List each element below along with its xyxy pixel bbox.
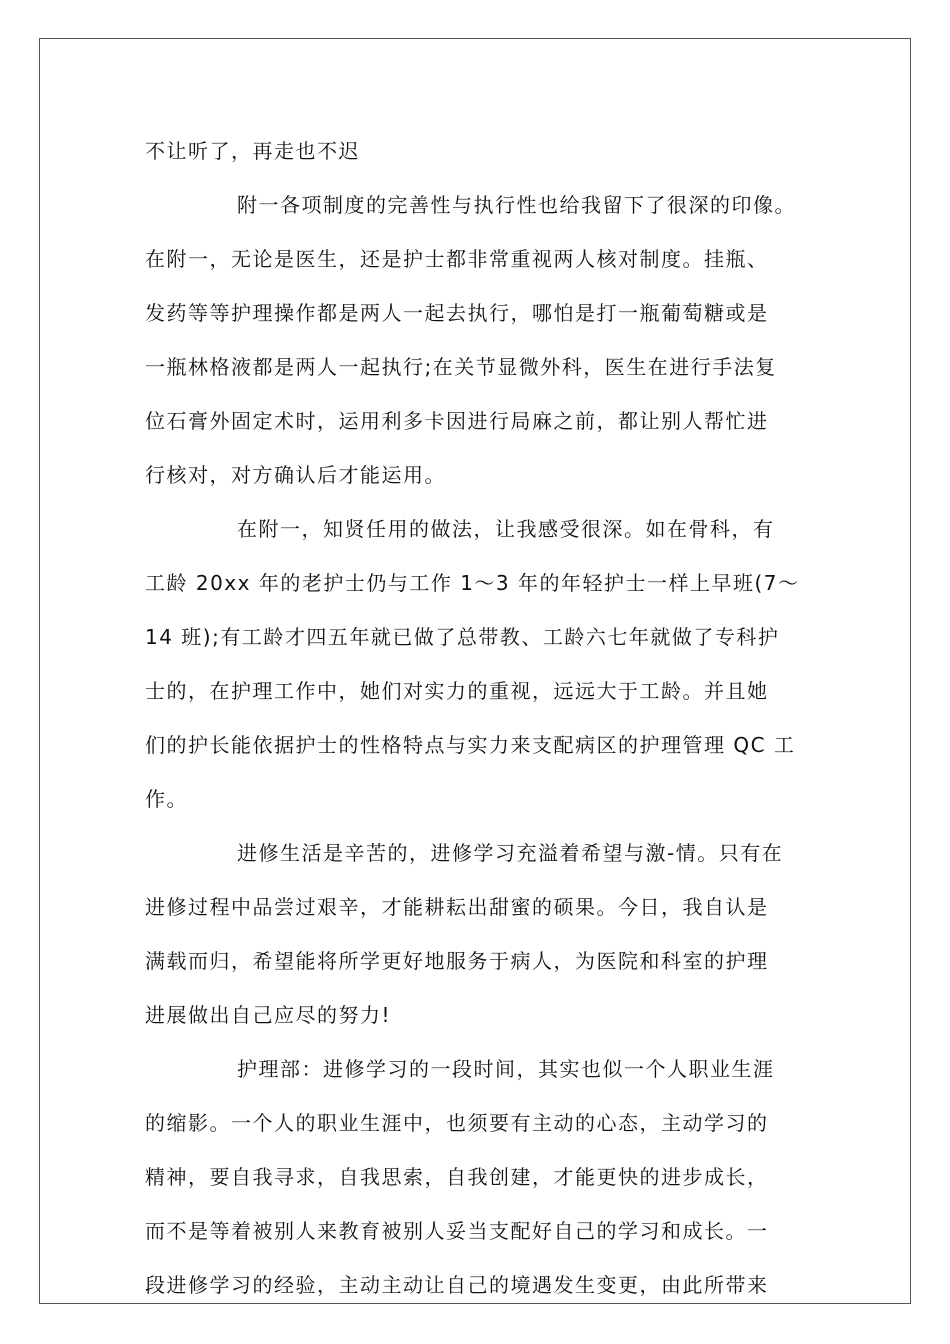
text-line: 的缩影。一个人的职业生涯中，也须要有主动的心态，主动学习的 — [145, 1111, 769, 1135]
text-line: 不让听了，再走也不迟 — [145, 139, 360, 163]
text-line: 作。 — [145, 787, 188, 811]
text-line: 在附一，无论是医生，还是护士都非常重视两人核对制度。挂瓶、 — [145, 247, 769, 271]
text-line: 行核对，对方确认后才能运用。 — [145, 463, 446, 487]
text-line: 进展做出自己应尽的努力! — [145, 1003, 392, 1027]
text-line: 进修过程中品尝过艰辛，才能耕耘出甜蜜的硕果。今日，我自认是 — [145, 895, 769, 919]
text-line: 在附一，知贤任用的做法，让我感受很深。如在骨科，有 — [237, 517, 775, 541]
text-line: 工龄 20xx 年的老护士仍与工作 1～3 年的年轻护士一样上早班(7～ — [145, 571, 800, 595]
text-line: 14 班);有工龄才四五年就已做了总带教、工龄六七年就做了专科护 — [145, 625, 780, 649]
paragraph — [145, 826, 810, 1042]
document-body — [145, 124, 810, 1312]
text-line: 附一各项制度的完善性与执行性也给我留下了很深的印像。 — [237, 193, 796, 217]
text-line: 位石膏外固定术时，运用利多卡因进行局麻之前，都让别人帮忙进 — [145, 409, 769, 433]
paragraph — [145, 178, 810, 502]
paragraph — [145, 124, 810, 178]
text-line: 进修生活是辛苦的，进修学习充溢着希望与激-情。只有在 — [237, 841, 784, 865]
paragraph — [145, 1042, 810, 1312]
text-line: 护理部：进修学习的一段时间，其实也似一个人职业生涯 — [237, 1057, 775, 1081]
text-line: 一瓶林格液都是两人一起执行;在关节显微外科，医生在进行手法复 — [145, 355, 777, 379]
text-line: 们的护长能依据护士的性格特点与实力来支配病区的护理管理 QC 工 — [145, 733, 796, 757]
text-line: 满载而归，希望能将所学更好地服务于病人，为医院和科室的护理 — [145, 949, 769, 973]
text-line: 而不是等着被别人来教育被别人妥当支配好自己的学习和成长。一 — [145, 1219, 769, 1243]
paragraph — [145, 502, 810, 826]
text-line: 精神，要自我寻求，自我思索，自我创建，才能更快的进步成长， — [145, 1165, 769, 1189]
text-line: 士的，在护理工作中，她们对实力的重视，远远大于工龄。并且她 — [145, 679, 769, 703]
text-line: 段进修学习的经验，主动主动让自己的境遇发生变更，由此所带来 — [145, 1273, 769, 1297]
text-line: 发药等等护理操作都是两人一起去执行，哪怕是打一瓶葡萄糖或是 — [145, 301, 769, 325]
